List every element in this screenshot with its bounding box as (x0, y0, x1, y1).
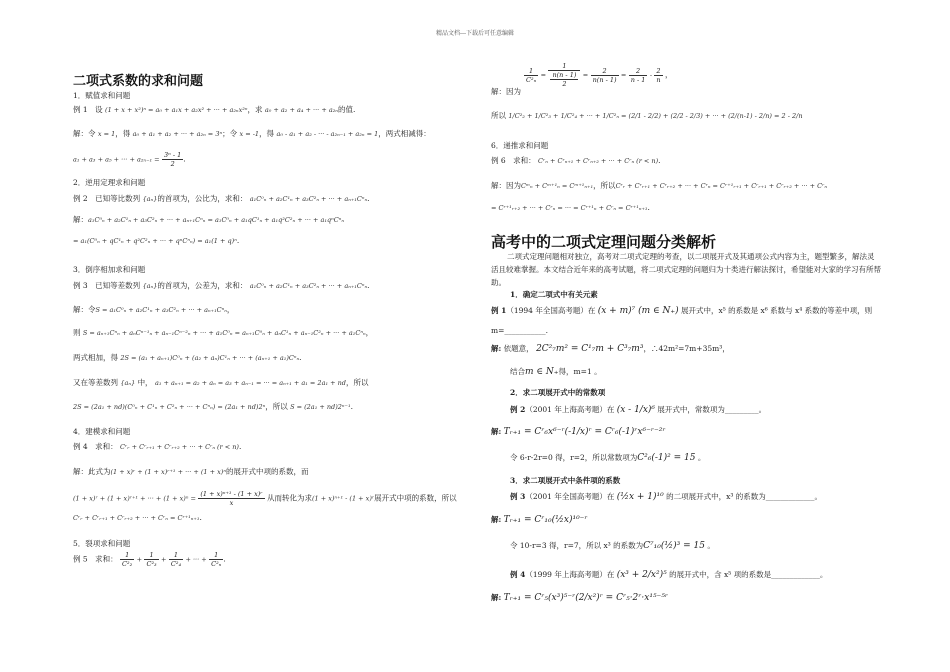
intro-paragraph: 二项式定理问题相对独立，高考对二项式定理的考查，以二项展开式及其通项公式内容为主，题型繁多，解法灵活且较难掌握。本文结合近年来的高考试题，将二项式定理的问题归为十类进行解法探讨，希望能对大家的学习有所帮助。 (491, 252, 881, 287)
example-6: 例 6 求和： Cʳₙ + Cʳₙ₊₁ + Cʳₙ₊₂ + ··· + Cʳₙ (r < n). (491, 156, 661, 165)
solution-3-eq: 又在等差数列 {aₙ} 中， a₁ + aₙ₊₁ = a₂ + aₙ = a₃ + aₙ₋₁ = ··· = aₙ₊₁ + a₁ = 2a₁ + nd，所以 (73, 378, 369, 387)
fraction-identity: $\frac{1}{\text{C²ₙ}}$ = $\frac{1}{\frac{n(n - 1)}{2}}$ = $\frac{2}{n(n - 1)}$ = $\frac{2}{n - 1}$ - $\frac{2}{n}$ ， (526, 62, 673, 88)
solution-4-line2: (1 + x)ʳ + (1 + x)ʳ⁺¹ + ··· + (1 + x)ⁿ = $\frac{\text{(1 + x)ⁿ⁺¹ - (1 + x)ʳ}}{x}$ 从而转化为求(1 + x)ⁿ⁺¹ - (1 + x)ʳ展开式中项的系数，所以 (73, 490, 457, 507)
result-1: a₁ + a₃ + a₅ + ··· + a₂ₙ₋₁ = $\frac{\text{3ⁿ - 1}}{2}$ . (73, 151, 186, 168)
problem-4: 例 4（1999 年上海高考题）在 (x³ + 2/x²)⁵ 的展开式中，含 x⁵ 项的系数是_____________。 (510, 570, 828, 580)
example-4: 例 4 求和： Cʳᵣ + Cʳᵣ₊₁ + Cʳᵣ₊₂ + ··· + Cʳₙ (r < n). (73, 442, 242, 451)
problem-2-solution-2: 令 6-r-2r=0 得，r=2，所以常数项为C²₆(-1)² = 15 。 (510, 453, 706, 463)
left-title: 二项式系数的求和问题 (73, 74, 204, 89)
problem-3-solution: 解: Tᵣ₊₁ = Cʳ₁₀(½x)¹⁰⁻ʳ (491, 515, 588, 525)
heading-1: 1．确定二项式中有关元素 (510, 290, 598, 299)
problem-3-solution-2: 令 10-r=3 得，r=7，所以 x³ 的系数为C⁷₁₀(½)³ = 15 。 (510, 541, 715, 551)
solution-3-result: 2S = (2a₁ + nd)(C⁰ₙ + C¹ₙ + C²ₙ + ··· + Cⁿₙ) = (2a₁ + nd)2ⁿ，所以 S = (2a₁ + nd)2ⁿ⁻¹. (73, 402, 353, 411)
solution-3-add: 两式相加，得 2S = (a₁ + aₙ₊₁)C⁰ₙ + (a₂ + aₙ)C¹ₙ + ··· + (aₙ₊₁ + a₁)Cⁿₙ. (73, 353, 302, 362)
example-5: 例 5 求和： $\frac{1}{\text{C²₂}}$ + $\frac{1}{\text{C²₃}}$ + $\frac{1}{\text{C²₄}}$ + ··· + $\frac{1}{\text{C²ₙ}}$ . (73, 551, 226, 568)
solution-1: 解：令 x = 1，得 a₀ + a₁ + a₂ + ··· + a₂ₙ = 3ⁿ；令 x = -1，得 a₀ - a₁ + a₂ - ··· - a₂ₙ₋₁ + a₂ₙ = 1，两式相减得： (73, 129, 431, 138)
problem-1-blank: m=___________. (491, 326, 549, 335)
sum-result: 所以 1/C²₂ + 1/C²₃ + 1/C²₄ + ··· + 1/C²ₙ = (2/1 - 2/2) + (2/2 - 2/3) + ··· + (2/(n-1) - 2/n) = 2 - 2/n (491, 111, 803, 120)
section-5: 5．裂项求和问题 (73, 539, 131, 548)
problem-1: 例 1（1994 年全国高考题）在 (x + m)⁷ (m ∈ N₊) 展开式中，x⁵ 的系数是 x⁶ 系数与 x⁴ 系数的等差中项，则 (491, 306, 873, 316)
section-3: 3．倒序相加求和问题 (73, 265, 146, 274)
solution-3-then: 则 S = aₙ₊₁Cⁿₙ + aₙCⁿ⁻¹ₙ + aₙ₋₁Cⁿ⁻²ₙ + ··· + a₁C⁰ₙ = aₙ₊₁C⁰ₙ + aₙC¹ₙ + aₙ₋₁C²ₙ + ··· + a₁Cⁿₙ， (73, 328, 374, 337)
section-6: 6．递推求和问题 (491, 141, 549, 150)
problem-2: 例 2（2001 年上海高考题）在 (x - 1/x)⁶ 展开式中，常数项为_________。 (510, 405, 767, 415)
heading-3: 3．求二项展开式中条件项的系数 (510, 476, 621, 485)
solution-4-line3: Cʳᵣ + Cʳᵣ₊₁ + Cʳᵣ₊₂ + ··· + Cʳₙ = Cʳ⁺¹ₙ₊₁. (73, 513, 202, 522)
section-4: 4．建模求和问题 (73, 427, 131, 436)
page-header: 精品文档---下载后可任意编辑 (435, 30, 515, 37)
problem-4-solution: 解: Tᵣ₊₁ = Cʳ₅(x³)⁵⁻ʳ(2/x²)ʳ = Cʳ₅·2ʳ·x¹⁵⁻⁵ʳ (491, 593, 669, 603)
problem-1-solution: 解: 依题意， 2C²₇m² = C¹₇m + C³₇m³，∴42m²=7m+35m³， (491, 344, 730, 354)
solution-6-line2: = Cʳ⁺¹ᵣ₊₂ + ··· + Cʳₙ = ··· = Cʳ⁺¹ₙ + Cʳₙ = Cʳ⁺¹ₙ₊₁. (491, 203, 650, 212)
solution-4: 解：此式为(1 + x)ʳ + (1 + x)ʳ⁺¹ + ··· + (1 + x)ⁿ的展开式中项的系数，而 (73, 467, 309, 476)
solution-6: 解：因为Cᵐₙ + Cᵐ⁺¹ₙ = Cᵐ⁺¹ₙ₊₁，所以Cʳᵣ + Cʳᵣ₊₁ + Cʳᵣ₊₂ + ··· + Cʳₙ = Cʳ⁺¹ᵣ₊₁ + Cʳᵣ₊₁ + Cʳᵣ₊₂ + ··· + Cʳₙ (491, 181, 828, 190)
problem-2-solution: 解: Tᵣ₊₁ = Cʳ₆x⁶⁻ʳ(-1/x)ʳ = Cʳ₆(-1)ʳx⁶⁻ʳ⁻²ʳ (491, 427, 666, 437)
example-3: 例 3 已知等差数列 {aₙ}的首项为，公差为，求和： a₁C⁰ₙ + a₂C¹ₙ + a₃C²ₙ + ··· + aₙ₊₁Cⁿₙ. (73, 281, 370, 290)
problem-3: 例 3（2001 年全国高考题）在 (½x + 1)¹⁰ 的二项展开式中，x³ 的系数为_____________。 (510, 492, 823, 502)
solution-3: 解：令S = a₁C⁰ₙ + a₂C¹ₙ + a₃C²ₙ + ··· + aₙ₊₁Cⁿₙ， (73, 305, 235, 314)
because-label: 解：因为 (491, 87, 521, 96)
example-2: 例 2 已知等比数列 {aₙ}的首项为，公比为，求和： a₁C⁰ₙ + a₂C¹ₙ + a₃C²ₙ + ··· + aₙ₊₁Cⁿₙ. (73, 194, 370, 203)
heading-2: 2．求二项展开式中的常数项 (510, 388, 606, 397)
section-2: 2．逆用定理求和问题 (73, 178, 146, 187)
solution-2-line2: = a₁(C⁰ₙ + qC¹ₙ + q²C²ₙ + ··· + qⁿCⁿₙ) = a₁(1 + q)ⁿ. (73, 236, 240, 245)
right-title: 高考中的二项式定理问题分类解析 (491, 233, 717, 251)
example-1: 例 1 设 (1 + x + x²)ⁿ = a₀ + a₁x + a₂x² + ··· + a₂ₙx²ⁿ，求 a₀ + a₂ + a₄ + ··· + a₂ₙ的值. (73, 105, 356, 114)
problem-1-solution-2: 结合m ∈ N₊得，m=1 。 (510, 367, 602, 377)
section-1: 1．赋值求和问题 (73, 91, 131, 100)
solution-2: 解：a₁C⁰ₙ + a₂C¹ₙ + a₃C²ₙ + ··· + aₙ₊₁Cⁿₙ = a₁C⁰ₙ + a₁qC¹ₙ + a₁q²C²ₙ + ··· + a₁qⁿCⁿₙ (73, 215, 345, 224)
